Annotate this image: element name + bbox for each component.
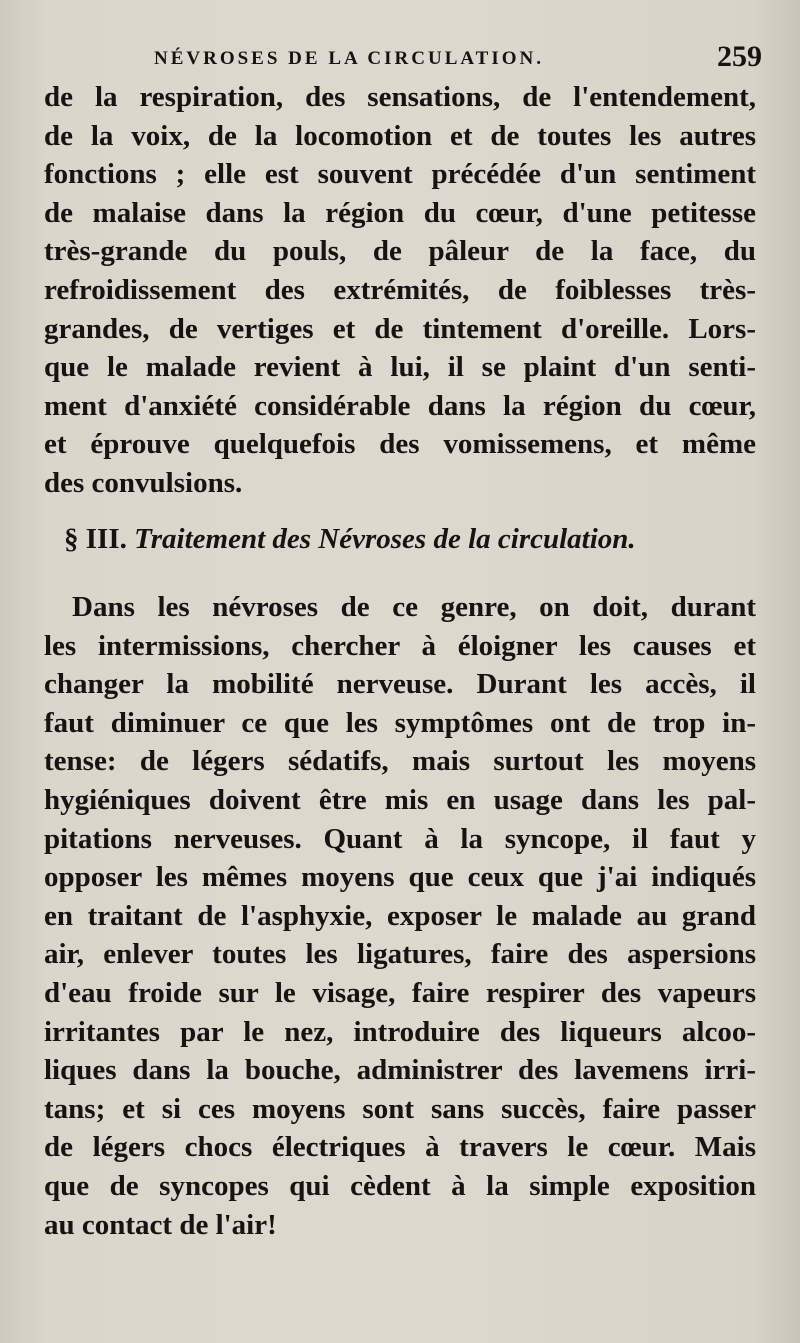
text-line: opposer les mêmes moyens que ceux que j'ai indiqués	[44, 861, 756, 894]
text-line: de la voix, de la locomotion et de toutes les autres	[44, 119, 756, 152]
text-line: de légers chocs électriques à travers le cœur. Mais	[44, 1131, 756, 1164]
text-line: Dans les névroses de ce genre, on doit, durant	[72, 591, 756, 623]
page-header	[44, 38, 762, 82]
paragraph-symptoms	[44, 78, 756, 503]
text-line: tans; et si ces moyens sont sans succès, faire passer	[44, 1092, 756, 1125]
text-line: faut diminuer ce que les symptômes ont de trop in-	[44, 706, 756, 739]
text-line: hygiéniques doivent être mis en usage dans les pal-	[44, 783, 756, 816]
text-line: et éprouve quelquefois des vomissemens, et même	[44, 428, 756, 461]
text-line: air, enlever toutes les ligatures, faire des aspersions	[44, 938, 756, 971]
text-line: irritantes par le nez, introduire des liqueurs alcoo-	[44, 1015, 756, 1048]
text-line: liques dans la bouche, administrer des lavemens irri-	[44, 1054, 756, 1087]
text-line: que le malade revient à lui, il se plaint d'un senti-	[44, 351, 756, 384]
section-heading	[64, 523, 760, 556]
text-line: de la respiration, des sensations, de l'entendement,	[44, 81, 756, 113]
running-title: NÉVROSES DE LA CIRCULATION.	[154, 48, 544, 69]
text-line: d'eau froide sur le visage, faire respirer des vapeurs	[44, 976, 756, 1009]
text-line: fonctions ; elle est souvent précédée d'un sentiment	[44, 158, 756, 191]
text-line: refroidissement des extrémités, de foiblesses très-	[44, 273, 756, 306]
page-number: 259	[717, 40, 762, 73]
text-line: très-grande du pouls, de pâleur de la face, du	[44, 235, 756, 268]
paragraph-treatment	[44, 588, 756, 1244]
section-title: Traitement des Névroses de la circulation.	[134, 523, 636, 555]
text-line: les intermissions, chercher à éloigner les causes et	[44, 629, 756, 662]
text-line: changer la mobilité nerveuse. Durant les accès, il	[44, 668, 756, 701]
text-line: pitations nerveuses. Quant à la syncope, il faut y	[44, 822, 756, 855]
text-line: au contact de l'air!	[44, 1208, 277, 1241]
text-line: ment d'anxiété considérable dans la région du cœur,	[44, 389, 756, 422]
text-line: tense: de légers sédatifs, mais surtout les moyens	[44, 745, 756, 778]
section-number: § III.	[64, 523, 127, 555]
text-line: grandes, de vertiges et de tintement d'oreille. Lors-	[44, 312, 756, 345]
text-line: de malaise dans la région du cœur, d'une petitesse	[44, 196, 756, 229]
text-line: des convulsions.	[44, 466, 243, 499]
text-line: en traitant de l'asphyxie, exposer le malade au grand	[44, 899, 756, 932]
text-line: que de syncopes qui cèdent à la simple exposition	[44, 1169, 756, 1202]
